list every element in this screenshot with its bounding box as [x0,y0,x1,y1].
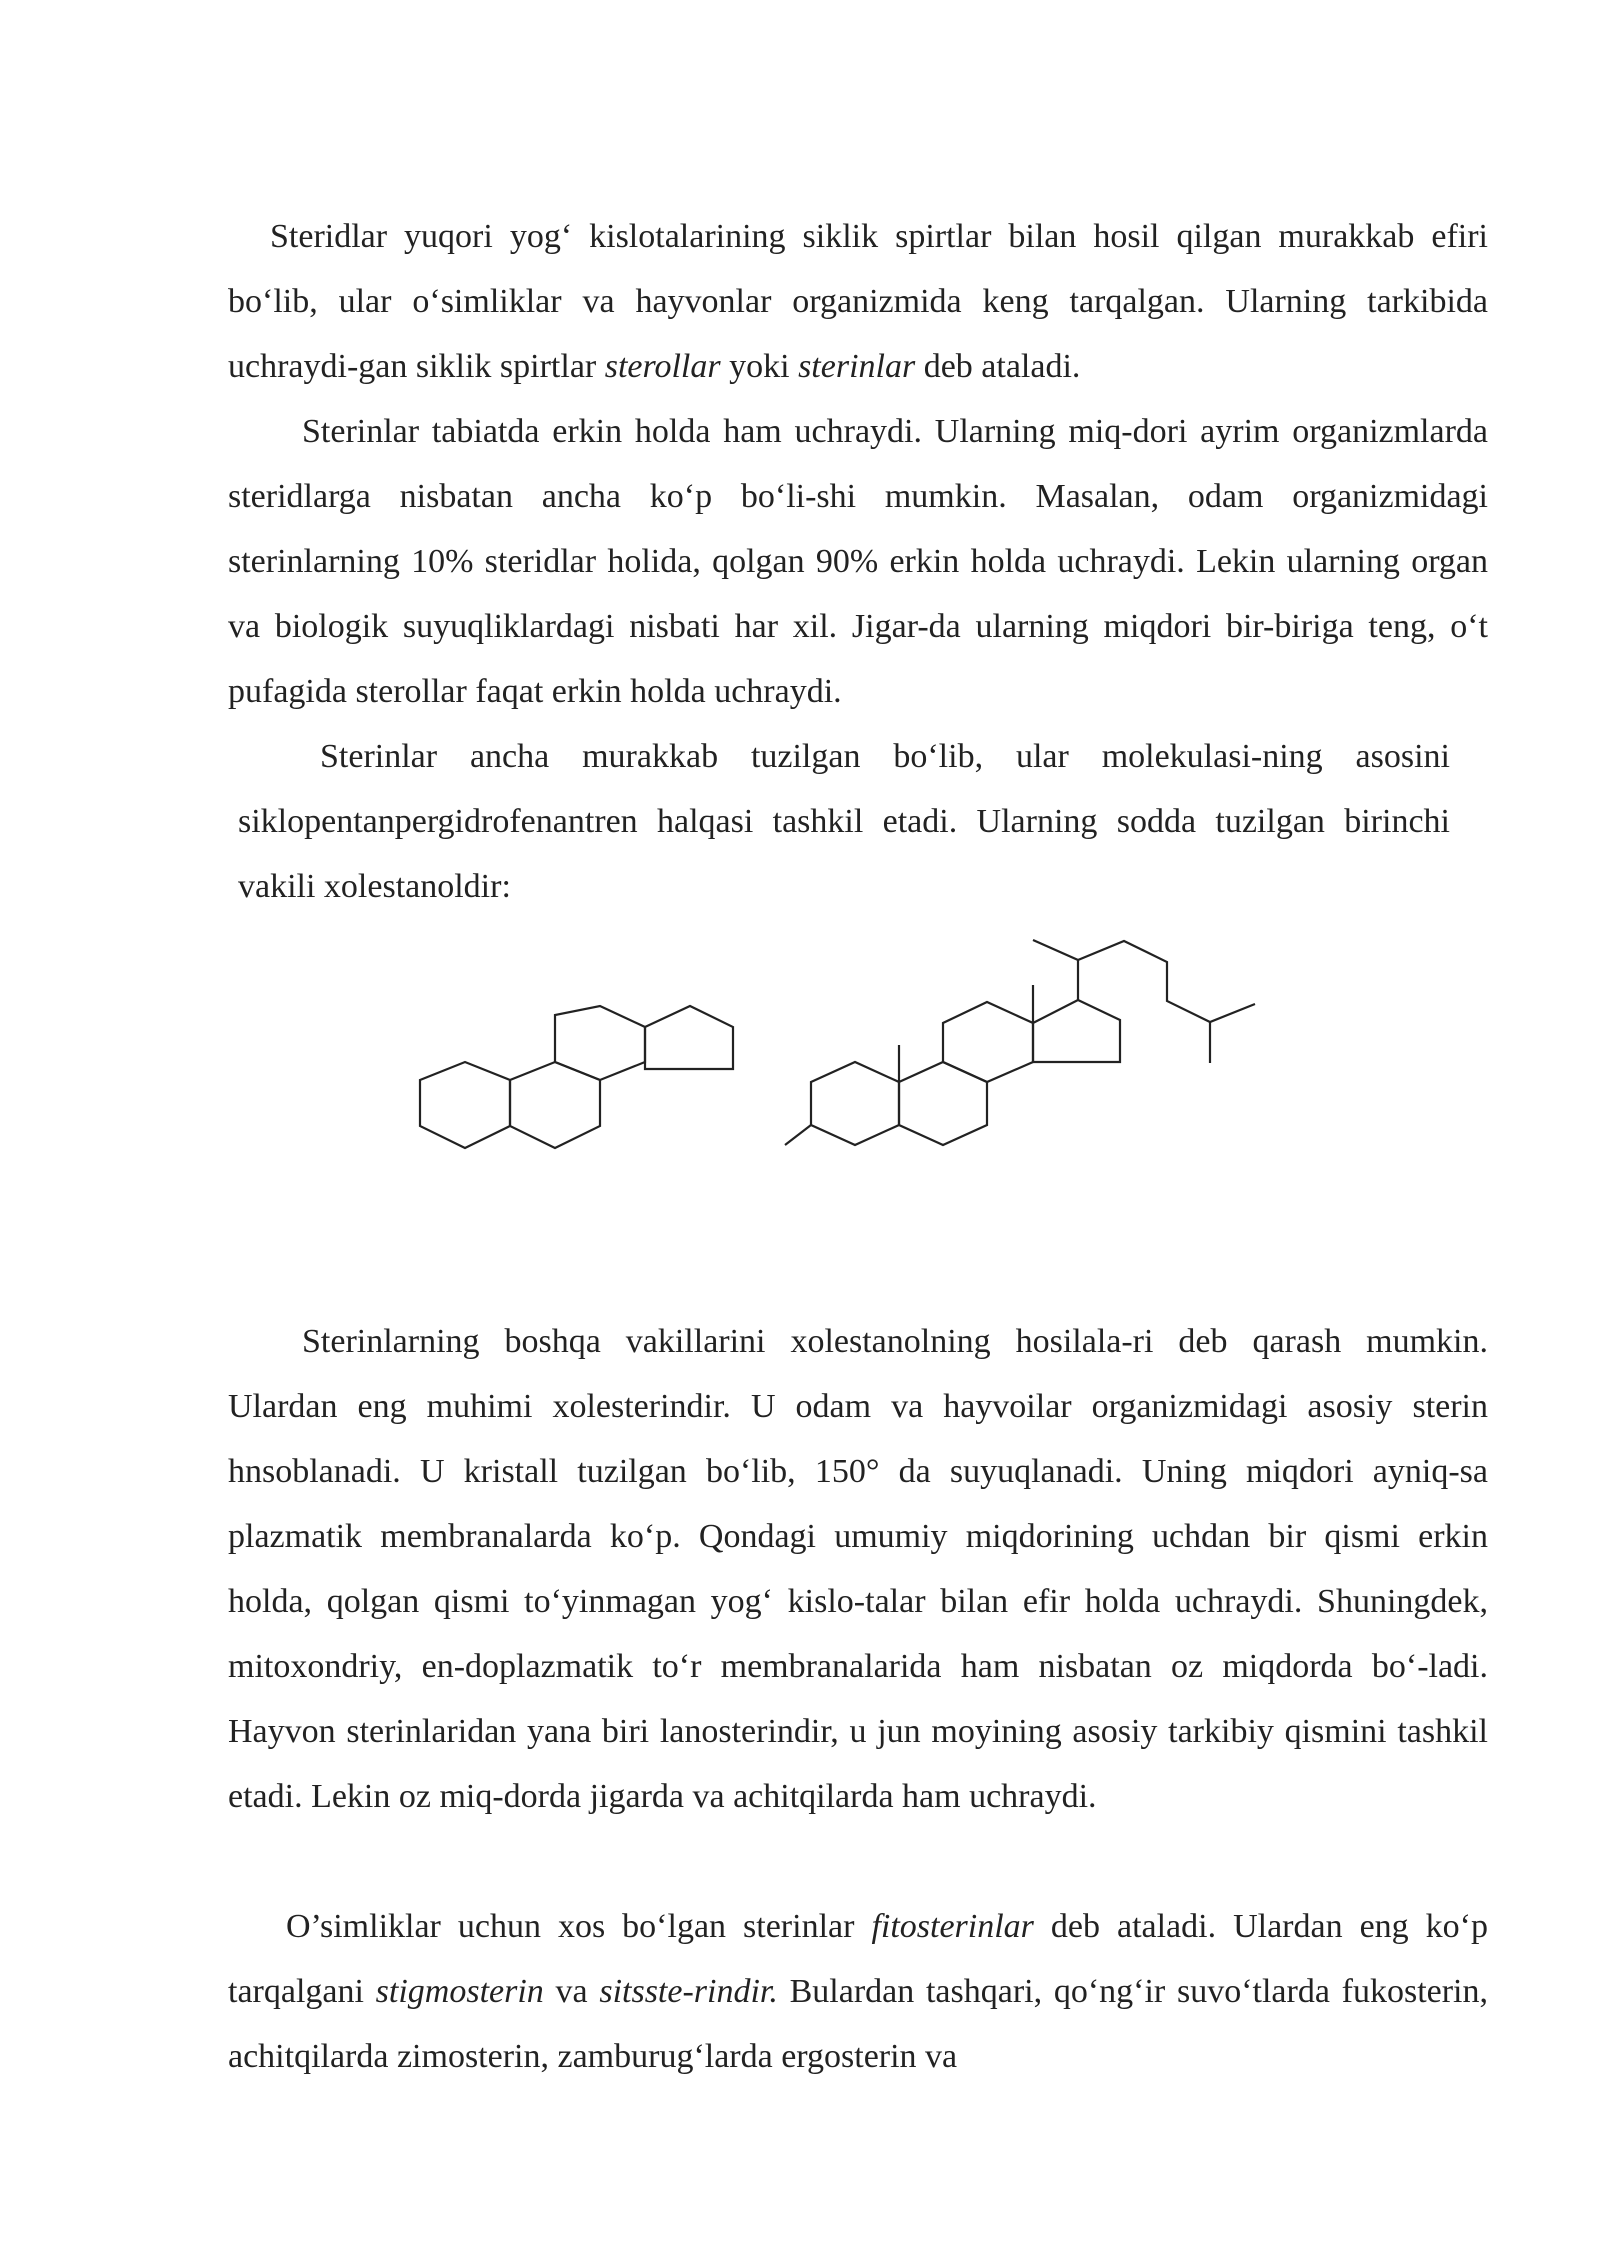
p5-text-d: Bulardan tashqari, qo‘ng‘ir suvo‘tlarda fukosterin, achitqilarda zimosterin, zamburug‘larda ergosterin va [228,1973,1489,2075]
paragraph-xolesterin [228,1309,1488,1829]
p4-text: Sterinlarning boshqa vakillarini xolestanolning hosilala-ri deb qarash mumkin. Ulardan eng muhimi xolesterindir. U odam va hayvoilar organizmidagi asosiy sterin hnsoblanadi. U kristall tuzilgan bo‘lib, 150° da suyuqlanadi. Uning miqdori ayniq-sa plazmatik membranalarda ko‘p. Qondagi umumiy miqdorining uchdan bir qismi erkin holda, qolgan qismi to‘yinmagan yog‘ kislo-talar bilan efir holda uchraydi. Shuningdek, mitoxondriy, en-doplazmatik to‘r membranalarida ham nisbatan oz miqdorda bo‘-ladi. Hayvon sterinlaridan yana biri lanosterindir, u jun moyining asosiy tarkibiy qismini tashkil etadi. Lekin oz miq-dorda jigarda va achitqilarda ham uchraydi. [228,1323,1488,1815]
italic-fitosterinlar: fitosterinlar [871,1908,1034,1945]
italic-sterollar: sterollar [604,348,721,385]
p5-text-c: va [543,1973,600,2010]
steroid-nucleus-structure [420,1006,733,1148]
italic-sitssterindir: sitsste-rindir. [599,1973,778,2010]
p1-text-a: Steridlar yuqori yog‘ kislotalarining siklik spirtlar bilan hosil qilgan murakkab efiri bo‘lib, ular o‘simliklar va hayvonlar organizmida keng tarqalgan. Ularning tarkibida uchraydi-gan siklik spirtlar [228,218,1488,385]
paragraph-fitosterinlar [228,1894,1488,2089]
p3-text: Sterinlar ancha murakkab tuzilgan bo‘lib, ular molekulasi-ning asosini siklopentanpergidrofenantren halqasi tashkil etadi. Ularning sodda tuzilgan birinchi vakili xolestanoldir: [238,738,1450,905]
italic-sterinlar: sterinlar [798,348,916,385]
p2-text: Sterinlar tabiatda erkin holda ham uchraydi. Ularning miq-dori ayrim organizmlarda steridlarga nisbatan ancha ko‘p bo‘li-shi mumkin. Masalan, odam organizmidagi sterinlarning 10% steridlar holida, qolgan 90% erkin holda uchraydi. Lekin ularning organ va biologik suyuqliklardagi nisbati har xil. Jigar-da ularning miqdori bir-biriga teng, o‘t pufagida sterollar faqat erkin holda uchraydi. [228,413,1488,710]
p1-text-b: yoki [720,348,799,385]
cholestanol-structure [785,940,1255,1145]
italic-stigmosterin: stigmosterin [375,1973,544,2010]
p1-text-c: deb ataladi. [915,348,1081,385]
p5-text-a: O’simliklar uchun xos bo‘lgan sterinlar [286,1908,872,1945]
p5-text-b: deb ataladi. Ulardan eng ko‘p tarqalgani [228,1908,1488,2010]
